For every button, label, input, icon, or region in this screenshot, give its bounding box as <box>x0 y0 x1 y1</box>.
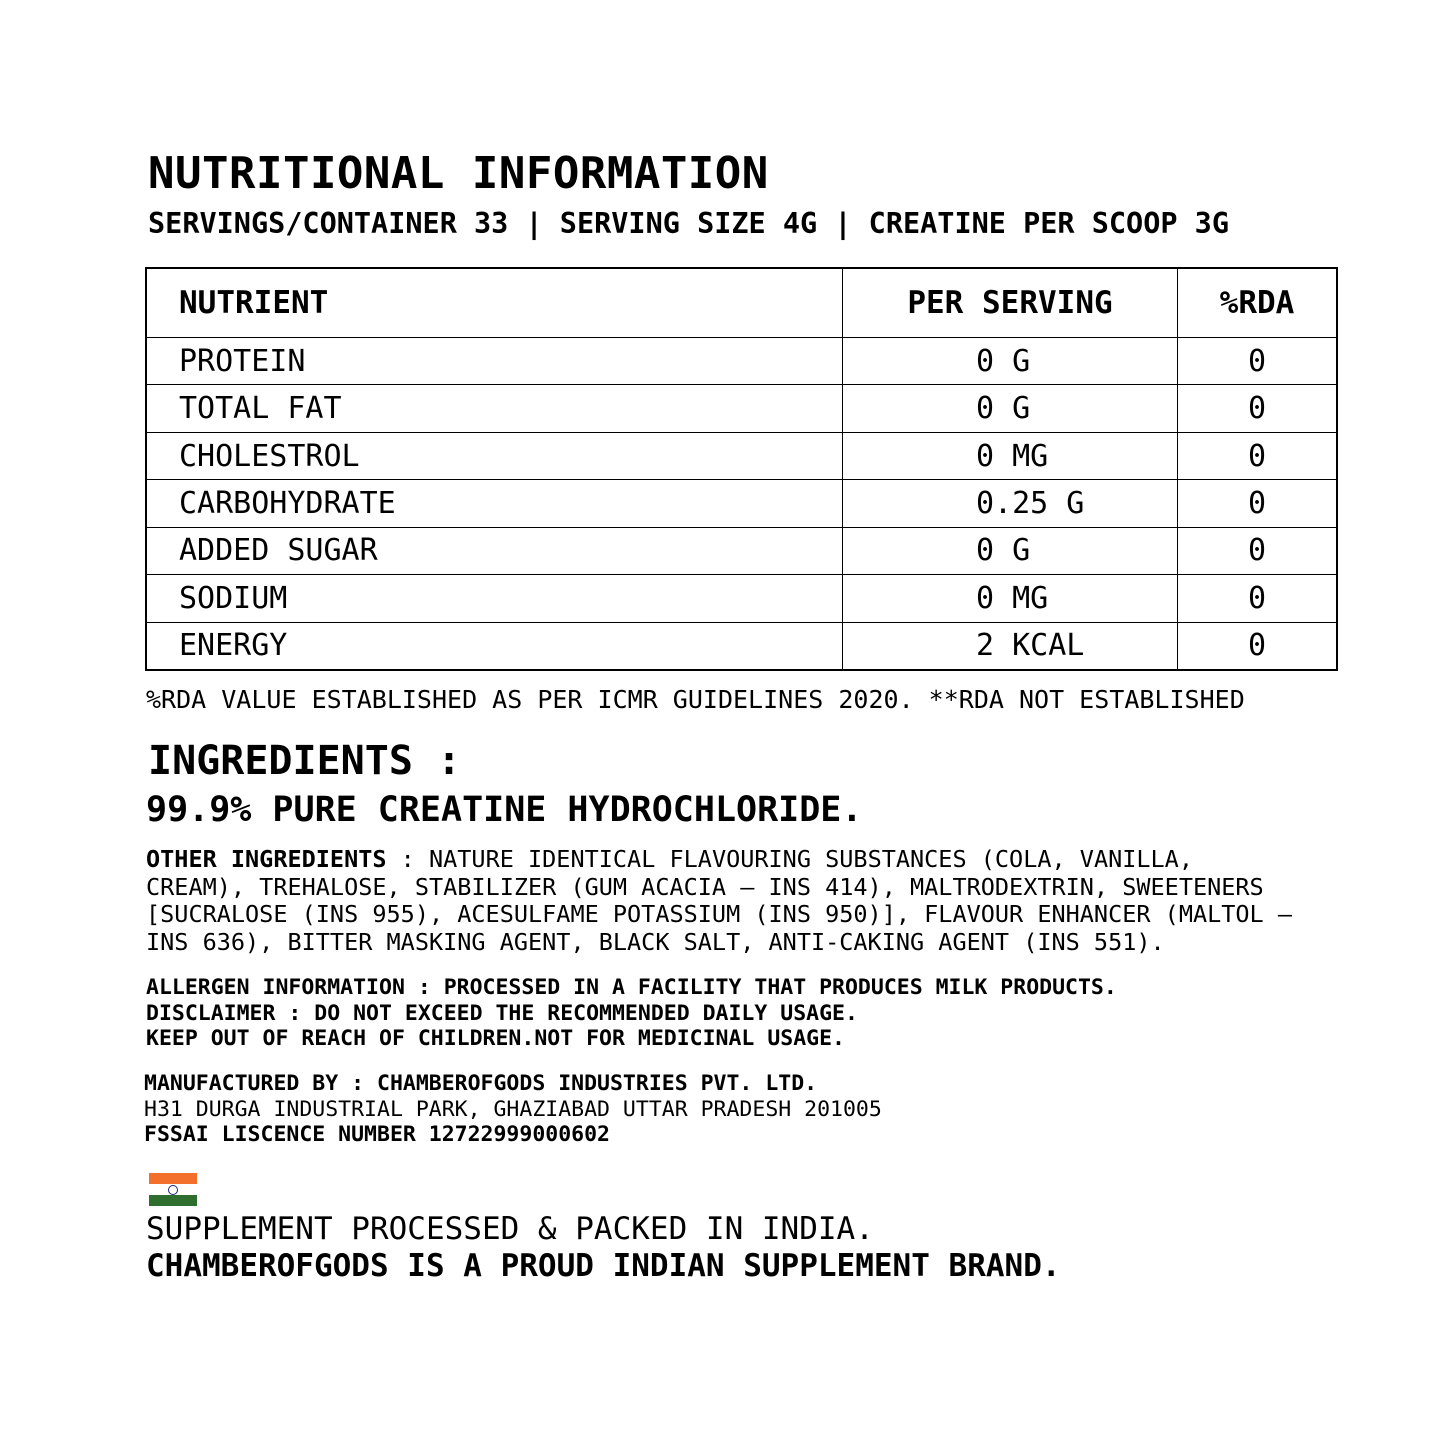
nutrient-name: TOTAL FAT <box>146 385 843 432</box>
keep-out-notice: KEEP OUT OF REACH OF CHILDREN.NOT FOR MEDICINAL USAGE. <box>146 1026 845 1051</box>
manufacturer-address: H31 DURGA INDUSTRIAL PARK, GHAZIABAD UTTAR PRADESH 201005 <box>144 1096 882 1122</box>
allergen-info: ALLERGEN INFORMATION : PROCESSED IN A FACILITY THAT PRODUCES MILK PRODUCTS. <box>146 975 1117 1000</box>
brand-statement: CHAMBEROFGODS IS A PROUD INDIAN SUPPLEMENT BRAND. <box>146 1248 1061 1284</box>
table-row <box>146 385 1337 432</box>
page-title: NUTRITIONAL INFORMATION <box>148 148 769 199</box>
header-per-serving: PER SERVING <box>843 268 1178 338</box>
disclaimer: DISCLAIMER : DO NOT EXCEED THE RECOMMENDED DAILY USAGE. <box>146 1000 858 1026</box>
table-row <box>146 338 1337 385</box>
rda-value: 0 <box>1178 527 1338 574</box>
rda-value: 0 <box>1178 575 1338 622</box>
per-serving-value: 0 MG <box>843 432 1178 479</box>
per-serving-value: 0.25 G <box>843 480 1178 527</box>
flag-white-band <box>149 1184 197 1195</box>
per-serving-value: 0 MG <box>843 575 1178 622</box>
flag-saffron-band <box>149 1173 197 1184</box>
header-rda: %RDA <box>1178 268 1338 338</box>
rda-footnote: %RDA VALUE ESTABLISHED AS PER ICMR GUIDELINES 2020. **RDA NOT ESTABLISHED <box>146 685 1245 714</box>
rda-value: 0 <box>1178 622 1338 670</box>
india-flag-icon <box>149 1173 197 1206</box>
manufacturer-name: MANUFACTURED BY : CHAMBEROFGODS INDUSTRIES PVT. LTD. <box>144 1071 818 1096</box>
table-row <box>146 575 1337 622</box>
fssai-licence: FSSAI LISCENCE NUMBER 12722999000602 <box>144 1122 610 1147</box>
nutrient-name: PROTEIN <box>146 338 843 385</box>
nutrient-name: ENERGY <box>146 622 843 670</box>
nutrient-name: ADDED SUGAR <box>146 527 843 574</box>
nutrition-table <box>145 267 1338 671</box>
table-header-row <box>146 268 1337 338</box>
rda-value: 0 <box>1178 385 1338 432</box>
per-serving-value: 0 G <box>843 385 1178 432</box>
serving-info: SERVINGS/CONTAINER 33 | SERVING SIZE 4G | CREATINE PER SCOOP 3G <box>148 207 1229 240</box>
table-row <box>146 480 1337 527</box>
table-row <box>146 432 1337 479</box>
ingredients-heading: INGREDIENTS : <box>148 738 462 784</box>
table-row <box>146 622 1337 670</box>
manufacturer-block <box>144 1071 882 1148</box>
ashoka-chakra-icon <box>168 1185 178 1195</box>
origin-statement: SUPPLEMENT PROCESSED & PACKED IN INDIA. <box>146 1211 874 1247</box>
other-ingredients <box>146 846 1306 956</box>
rda-value: 0 <box>1178 432 1338 479</box>
nutrient-name: CARBOHYDRATE <box>146 480 843 527</box>
per-serving-value: 2 KCAL <box>843 622 1178 670</box>
notices-block <box>146 975 1117 1052</box>
other-ingredients-text: : NATURE IDENTICAL FLAVOURING SUBSTANCES (COLA, VANILLA, CREAM), TREHALOSE, STABILIZER (GUM ACACIA – INS 414), MALTRODEXTRIN, SWEETENERS [SUCRALOSE (INS 955), ACESULFAME POTASSIUM (INS 950)], FLAVOUR ENHANCER (MALTOL – INS 636), BITTER MASKING AGENT, BLACK SALT, ANTI-CAKING AGENT (INS 551). <box>146 845 1293 956</box>
table-row <box>146 527 1337 574</box>
main-ingredient: 99.9% PURE CREATINE HYDROCHLORIDE. <box>146 790 863 830</box>
header-nutrient: NUTRIENT <box>146 268 843 338</box>
flag-green-band <box>149 1195 197 1206</box>
nutrient-name: CHOLESTROL <box>146 432 843 479</box>
rda-value: 0 <box>1178 338 1338 385</box>
per-serving-value: 0 G <box>843 527 1178 574</box>
per-serving-value: 0 G <box>843 338 1178 385</box>
rda-value: 0 <box>1178 480 1338 527</box>
other-ingredients-label: OTHER INGREDIENTS <box>146 845 387 873</box>
nutrient-name: SODIUM <box>146 575 843 622</box>
